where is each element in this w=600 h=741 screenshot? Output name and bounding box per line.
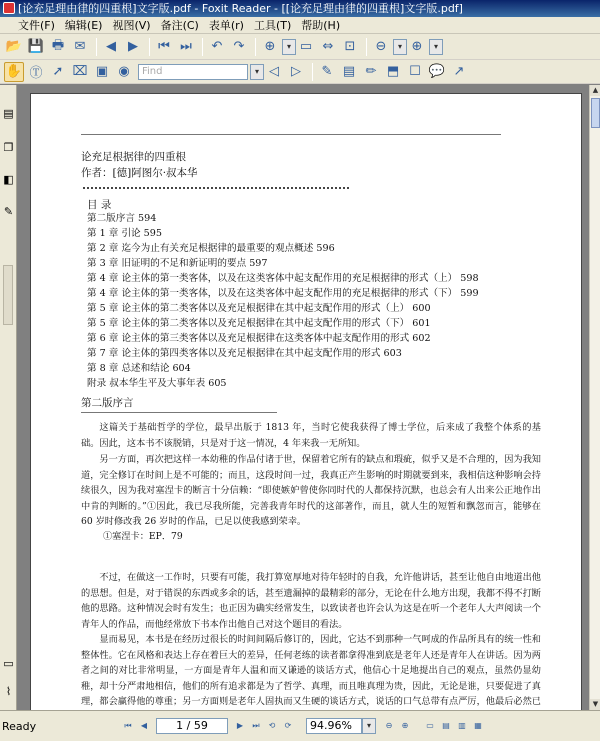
paperclip-icon[interactable]: ⌇ <box>5 685 12 698</box>
toc-item[interactable]: 第 8 章 总述和结论 604 <box>87 363 191 374</box>
continuous-icon[interactable]: ▤ <box>442 721 450 730</box>
bookmarks-icon[interactable]: ▤ <box>3 107 14 120</box>
layers-icon[interactable]: ◧ <box>3 173 14 186</box>
last-page-button-icon[interactable]: ⏭ <box>252 721 260 730</box>
select-text-icon[interactable]: Ⓣ <box>29 66 43 81</box>
menu-forms[interactable]: 表单(r) <box>208 18 244 32</box>
toc-list <box>87 211 479 391</box>
zoom-select-icon[interactable]: ▾ <box>362 718 376 734</box>
first-page-button-icon[interactable]: ⏮ <box>124 721 132 730</box>
save-icon[interactable]: 💾 <box>27 39 45 54</box>
toc-item[interactable]: 第 1 章 引论 595 <box>87 228 162 239</box>
next-page-button-icon[interactable]: ▶ <box>236 721 244 730</box>
menu-view[interactable]: 视图(V) <box>112 18 151 32</box>
app-icon <box>3 2 15 14</box>
zoom-field[interactable]: 94.96% <box>306 718 362 734</box>
footnote: ①塞涅卡：EP．79 <box>103 531 183 542</box>
note-icon[interactable]: ☐ <box>409 64 421 79</box>
paragraph-4: 显而易见，本书是在经历过很长的时间间隔后修订的，因此，它达不到那种一气呵成的作品所具有的统一性和整体性。它在风格和表达上存在着巨大的差异，任何老练的读者都拿得准到底是老年人还是青年人在讲话。因为两者之间的对比非常明显，一方面是青年人温和而又谦逊的谈话方式，他信心十足地提出自己的观点，虽然仍显幼稚，却十分严肃地相信，他们的所有追求都是为了哲学、真理，而且唯真理为贵，因此，无论是谁，只要促进了真理，都会赢得他的尊重；另一方面则是老年人固执而又生硬的谈话方式，说话的口气总带有点严厉，他最后必然已 <box>81 634 541 708</box>
doc-author: 作者：[德]阿图尔·叔本华 <box>81 167 198 179</box>
email-icon[interactable]: ✉ <box>74 39 86 54</box>
comments-panel-icon[interactable]: ▭ <box>3 657 14 670</box>
main-toolbar <box>0 34 600 60</box>
panel-tab[interactable] <box>3 265 13 325</box>
section-rule <box>81 412 277 413</box>
window-title: [论充足理由律的四重根]文字版.pdf - Foxit Reader - [[论充足理由律的四重根]文字版.pdf] <box>18 2 463 15</box>
title-bar <box>0 0 600 17</box>
document-view[interactable] <box>18 85 589 710</box>
toc-item[interactable]: 第 7 章 论主体的第四类客体以及充足根据律在其中起支配作用的形式 603 <box>87 348 402 359</box>
menu-tools[interactable]: 工具(T) <box>253 18 292 32</box>
toc-item[interactable]: 第 3 章 旧证明的不足和新证明的要点 597 <box>87 258 268 269</box>
menu-file[interactable]: 文件(F) <box>18 18 55 32</box>
find-input[interactable]: Find <box>138 64 248 80</box>
doc-title: 论充足根据律的四重根 <box>81 151 186 163</box>
toc-item[interactable]: 第 4 章 论主体的第一类客体，以及在这类客体中起支配作用的充足根据律的形式（下） 599 <box>87 288 479 299</box>
fit-width-icon[interactable]: ⇔ <box>322 39 334 54</box>
plus-icon[interactable]: ⊕ <box>411 39 423 54</box>
menu-comments[interactable]: 备注(C) <box>160 18 199 32</box>
arrow-tool-icon[interactable]: ↗ <box>453 64 465 79</box>
find-next-icon[interactable]: ▷ <box>291 64 301 79</box>
toc-item[interactable]: 第 2 章 迄今为止有关充足根据律的最重要的观点概述 596 <box>87 243 335 254</box>
hand-tool-icon[interactable]: ✋ <box>4 62 24 82</box>
vertical-scrollbar[interactable] <box>589 85 600 710</box>
tools-toolbar <box>0 60 600 84</box>
pencil-icon[interactable]: ✏ <box>365 64 377 79</box>
toc-item[interactable]: 第二版序言 594 <box>87 213 157 224</box>
pdf-page <box>30 93 582 710</box>
back-icon[interactable]: ⟲ <box>268 721 276 730</box>
snapshot-icon[interactable]: ⌧ <box>72 64 88 79</box>
redo-icon[interactable]: ↷ <box>233 39 245 54</box>
zoom-dropdown-icon[interactable]: ▾ <box>282 39 296 55</box>
prev-page-button-icon[interactable]: ◀ <box>140 721 148 730</box>
image-icon[interactable]: ▣ <box>95 64 109 79</box>
fit-page-icon[interactable]: ▭ <box>299 39 313 54</box>
status-bar <box>0 710 600 741</box>
next-view-icon[interactable]: ▶ <box>128 39 138 54</box>
scroll-thumb[interactable] <box>591 98 600 128</box>
menu-bar <box>0 17 600 34</box>
paragraph-3: 不过，在做这一工作时，只要有可能，我打算宽厚地对待年轻时的自我，允许他讲话，甚至让他自由地道出他的思想。但是，对于错误的东西或多余的话，甚至遗漏掉的最精彩的部分，无论在什么地方出现，我都不得不打断他的思路。这种情况会时有发生；也正因为确实经常发生，以致读者也许会认为这是在听一个老年人大声阅读一个青年人的作品，而他经常放下书本作出他自己对这个题目的看法。 <box>81 572 541 630</box>
first-page-icon[interactable]: ⏮ <box>158 39 170 54</box>
typewriter-icon[interactable]: ✎ <box>321 64 333 79</box>
menu-help[interactable]: 帮助(H) <box>301 18 341 32</box>
toc-item[interactable]: 附录 叔本华生平及大事年表 605 <box>87 378 227 389</box>
status-text: Ready <box>2 719 37 733</box>
toc-item[interactable]: 第 5 章 论主体的第二类客体以及充足根据律在其中起支配作用的形式（上） 600 <box>87 303 431 314</box>
fit-visible-icon[interactable]: ⊡ <box>344 39 356 54</box>
zoom-in-icon[interactable]: ⊕ <box>264 39 276 54</box>
prev-view-icon[interactable]: ◀ <box>106 39 116 54</box>
paragraph-2: 另一方面，再次把这样一本幼稚的作品付诸于世，保留着它所有的缺点和瑕疵，似乎又是不合理的，因为我知道，完全修订在时间上是不可能的；而且，这段时间一过，我真正产生影响的时期就要到来，我相信这种影响会持续很久，因为我对塞涅卡的断言十分信赖：“即使嫉妒曾使你同时代的人都保持沉默，也总会有人出来公正地作出中肯的判断的。”①因此，我已尽我所能，完善我青年时代的这部著作，而且，就人生的短暂和飘忽而言，能够在 60 岁时修改我 26 岁时的作品，已足以使我感到荣幸。 <box>81 454 541 528</box>
section-title: 第二版序言 <box>81 397 134 409</box>
zoom-in-status-icon[interactable]: ⊕ <box>401 721 409 730</box>
zoom-out-status-icon[interactable]: ⊖ <box>385 721 393 730</box>
find-dropdown-icon[interactable]: ▾ <box>250 64 264 80</box>
undo-icon[interactable]: ↶ <box>211 39 223 54</box>
last-page-icon[interactable]: ⏭ <box>180 39 192 54</box>
toc-item[interactable]: 第 5 章 论主体的第二类客体以及充足根据律在其中起支配作用的形式（下） 601 <box>87 318 431 329</box>
camera-icon[interactable]: ◉ <box>118 64 130 79</box>
page-number-field[interactable]: 1 / 59 <box>156 718 228 734</box>
page-navigation <box>120 718 486 734</box>
dotted-divider <box>83 187 349 189</box>
attachments-icon[interactable]: ✎ <box>3 205 14 218</box>
left-navigation-panel <box>0 85 17 710</box>
toc-heading: 目 录 <box>87 199 112 211</box>
facing-icon[interactable]: ▥ <box>458 721 466 730</box>
single-page-icon[interactable]: ▭ <box>426 721 434 730</box>
header-rule <box>81 134 501 135</box>
continuous-facing-icon[interactable]: ▦ <box>474 721 482 730</box>
menu-edit[interactable]: 编辑(E) <box>64 18 103 32</box>
comment-icon[interactable]: 💬 <box>428 64 446 79</box>
highlight-icon[interactable]: ▤ <box>342 64 356 79</box>
scroll-down-icon[interactable]: ▼ <box>590 699 600 710</box>
scroll-up-icon[interactable]: ▲ <box>590 85 600 96</box>
zoom-out-dropdown-icon[interactable]: ▾ <box>393 39 407 55</box>
toc-item[interactable]: 第 6 章 论主体的第三类客体以及充足根据律在这类客体中起支配作用的形式 602 <box>87 333 431 344</box>
pages-icon[interactable]: ❐ <box>3 141 14 154</box>
print-icon[interactable]: 🖶 <box>51 37 65 53</box>
paragraph-1: 这篇关于基础哲学的学位，最早出版于 1813 年，当时它使我获得了博士学位，后来成了我整个体系的基础。因此，这本书不该脱销，只是对于这一情况，4 年来我一无所知。 <box>81 422 541 449</box>
select-arrow-icon[interactable]: ➚ <box>52 64 64 79</box>
find-prev-icon[interactable]: ◁ <box>269 64 279 79</box>
open-icon[interactable]: 📂 <box>5 39 23 54</box>
toc-item[interactable]: 第 4 章 论主体的第一类客体，以及在这类客体中起支配作用的充足根据律的形式（上） 598 <box>87 273 479 284</box>
zoom-out-icon[interactable]: ⊖ <box>375 39 387 54</box>
forward-icon[interactable]: ⟳ <box>284 721 292 730</box>
plus-dropdown-icon[interactable]: ▾ <box>429 39 443 55</box>
stamp-icon[interactable]: ⬒ <box>386 64 400 79</box>
